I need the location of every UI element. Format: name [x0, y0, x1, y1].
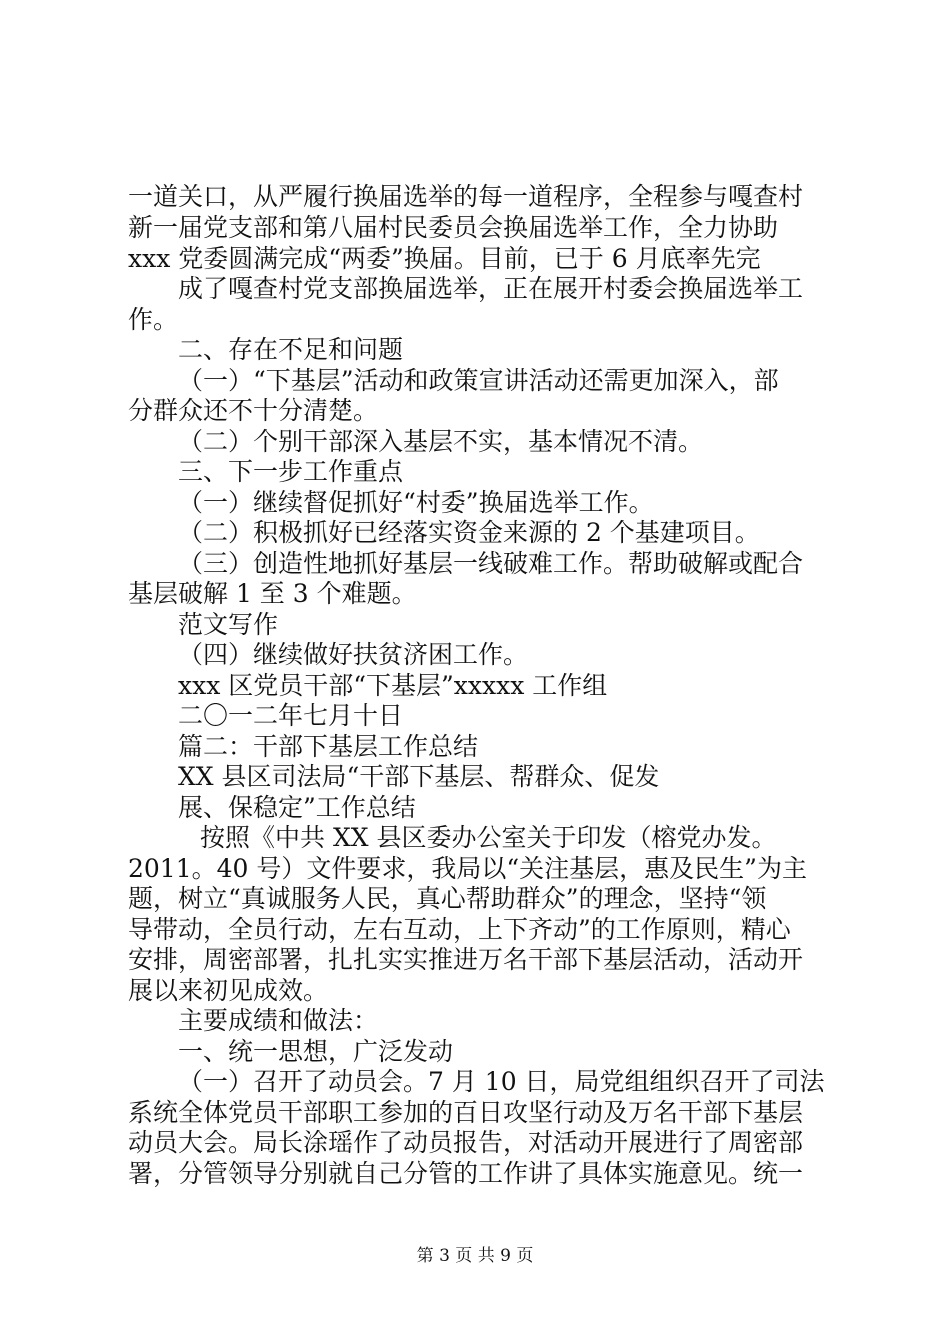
- section-heading: 一、统一思想，广泛发动: [178, 1037, 454, 1066]
- text-line: 分群众还不十分清楚。: [128, 396, 379, 425]
- text-line: 展以来初见成效。: [128, 976, 329, 1005]
- page-number: 第 3 页 共 9 页: [416, 1246, 534, 1266]
- document-title: XX 县区司法局“干部下基层、帮群众、促发: [178, 762, 660, 791]
- signature-date: 二〇一二年七月十日: [178, 701, 404, 730]
- text-line: （一）召开了动员会。7 月 10 日，局党组组织召开了司法: [178, 1067, 825, 1096]
- text-line: 动员大会。局长涂瑶作了动员报告，对活动开展进行了周密部: [128, 1128, 804, 1157]
- text-line: 作。: [128, 305, 179, 334]
- text-line: （一）继续督促抓好“村委”换届选举工作。: [178, 488, 654, 517]
- text-line: 新一届党支部和第八届村民委员会换届选举工作，全力协助: [128, 213, 779, 242]
- text-line: 题，树立“真诚服务人民，真心帮助群众”的理念，坚持“领: [128, 884, 767, 913]
- signature-org: xxx 区党员干部“下基层”xxxxx 工作组: [178, 671, 608, 700]
- text-line: 范文写作: [178, 610, 279, 639]
- document-title: 展、保稳定”工作总结: [178, 793, 416, 822]
- text-line: （四）继续做好扶贫济困工作。: [178, 640, 529, 669]
- text-line: xxx 党委圆满完成“两委”换届。目前，已于 6 月底率先完: [128, 244, 761, 273]
- chapter-title: 篇二：干部下基层工作总结: [178, 732, 479, 761]
- text-line: 一道关口，从严履行换届选举的每一道程序，全程参与嘎查村: [128, 182, 804, 211]
- text-line: 基层破解 1 至 3 个难题。: [128, 579, 417, 608]
- text-line: 成了嘎查村党支部换届选举，正在展开村委会换届选举工: [178, 274, 804, 303]
- text-line: 按照《中共 XX 县区委办公室关于印发（榕党办发。: [200, 823, 777, 852]
- text-line: 系统全体党员干部职工参加的百日攻坚行动及万名干部下基层: [128, 1098, 804, 1127]
- section-heading: 三、下一步工作重点: [178, 457, 404, 486]
- text-line: （二）个别干部深入基层不实，基本情况不清。: [178, 427, 704, 456]
- text-line: （三）创造性地抓好基层一线破难工作。帮助破解或配合: [178, 549, 804, 578]
- text-line: （一）“下基层”活动和政策宣讲活动还需更加深入，部: [178, 366, 779, 395]
- text-line: 导带动，全员行动，左右互动，上下齐动”的工作原则，精心: [128, 915, 791, 944]
- text-line: 署，分管领导分别就自己分管的工作讲了具体实施意见。统一: [128, 1159, 804, 1188]
- text-line: 安排，周密部署，扎扎实实推进万名干部下基层活动，活动开: [128, 945, 804, 974]
- section-heading: 主要成绩和做法：: [178, 1006, 379, 1035]
- section-heading: 二、存在不足和问题: [178, 335, 404, 364]
- text-line: 2011。40 号）文件要求，我局以“关注基层，惠及民生”为主: [128, 854, 807, 883]
- text-line: （二）积极抓好已经落实资金来源的 2 个基建项目。: [178, 518, 760, 547]
